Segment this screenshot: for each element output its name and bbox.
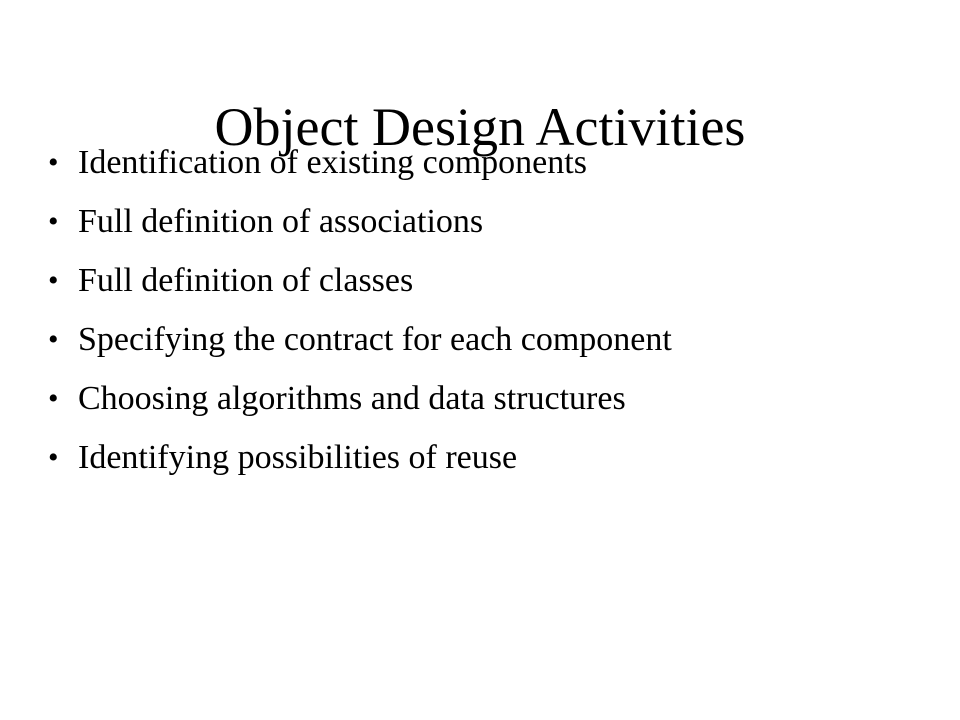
bullet-marker: • bbox=[48, 382, 59, 415]
slide-title: Object Design Activities bbox=[214, 97, 746, 157]
bullet-item bbox=[48, 317, 928, 376]
bullet-item bbox=[48, 435, 928, 494]
bullet-marker: • bbox=[48, 264, 59, 297]
bullet-text: Identifying possibilities of reuse bbox=[78, 439, 518, 476]
bullet-text: Identification of existing components bbox=[78, 144, 587, 181]
bullet-item bbox=[48, 140, 928, 199]
bullet-marker: • bbox=[48, 441, 59, 474]
bullet-text: Choosing algorithms and data structures bbox=[78, 380, 626, 417]
bullet-list bbox=[48, 140, 928, 494]
bullet-item bbox=[48, 376, 928, 435]
bullet-text: Full definition of associations bbox=[78, 203, 484, 240]
bullet-item bbox=[48, 258, 928, 317]
bullet-marker: • bbox=[48, 323, 59, 356]
bullet-text: Full definition of classes bbox=[78, 262, 414, 299]
bullet-item bbox=[48, 199, 928, 258]
bullet-marker: • bbox=[48, 146, 59, 179]
bullet-text: Specifying the contract for each component bbox=[78, 321, 672, 358]
bullet-marker: • bbox=[48, 205, 59, 238]
